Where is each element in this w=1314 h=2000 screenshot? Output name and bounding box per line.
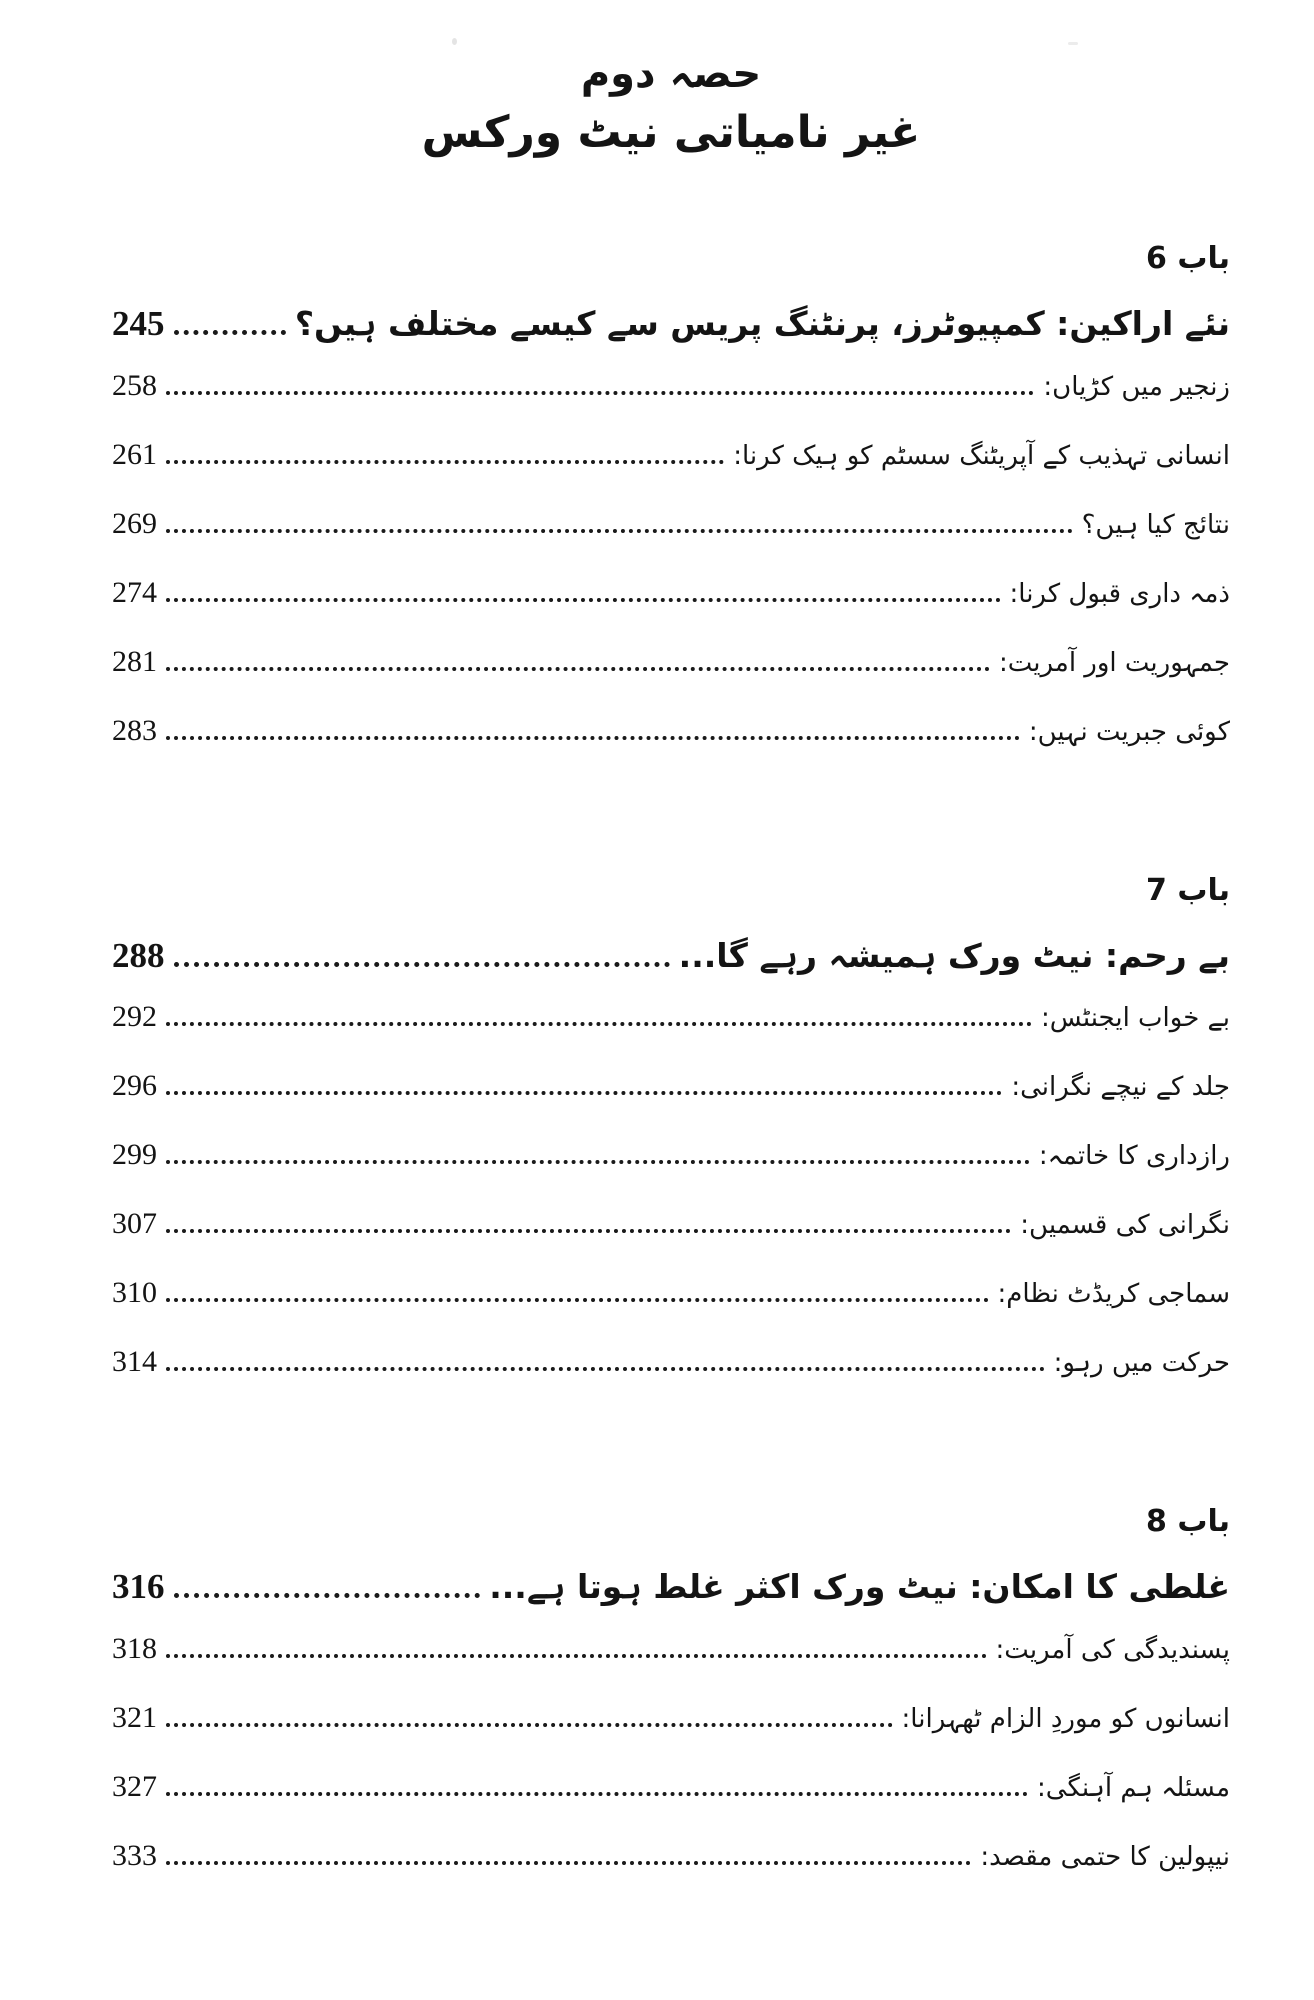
chapter-title: غلطی کا امکان: نیٹ ورک اکثر غلط ہوتا ہے... bbox=[489, 1567, 1230, 1607]
toc-entry-row bbox=[112, 1764, 1230, 1809]
chapter-section bbox=[112, 1502, 1230, 1878]
chapter-label: باب 8 bbox=[1146, 1504, 1230, 1540]
entry-page-number: 296 bbox=[112, 1069, 157, 1103]
entry-page-number: 299 bbox=[112, 1138, 157, 1172]
chapter-entries bbox=[112, 1626, 1230, 1878]
chapter-label: باب 6 bbox=[1146, 241, 1230, 277]
dot-leader bbox=[166, 598, 1001, 602]
scan-speck bbox=[452, 38, 457, 45]
entry-title: رازداری کا خاتمہ: bbox=[1038, 1141, 1230, 1172]
entry-title: سماجی کریڈٹ نظام: bbox=[997, 1279, 1230, 1310]
chapter-label: باب 7 bbox=[1146, 872, 1230, 908]
part-header bbox=[112, 48, 1230, 161]
chapter-title: نئے اراکین: کمپیوٹرز، پرنٹنگ پریس سے کیسے مختلف ہیں؟ bbox=[294, 304, 1230, 344]
entry-page-number: 261 bbox=[112, 437, 157, 471]
toc-entry-row bbox=[112, 1270, 1230, 1315]
entry-page-number: 318 bbox=[112, 1631, 157, 1665]
entry-page-number: 274 bbox=[112, 575, 157, 609]
toc-entry-row bbox=[112, 432, 1230, 477]
entry-title: نیپولین کا حتمی مقصد: bbox=[980, 1841, 1230, 1872]
entry-title: جمہوریت اور آمریت: bbox=[999, 647, 1230, 678]
dot-leader bbox=[166, 1654, 987, 1658]
dot-leader bbox=[166, 1367, 1045, 1371]
toc-chapters bbox=[112, 239, 1230, 1878]
entry-page-number: 283 bbox=[112, 713, 157, 747]
entry-page-number: 310 bbox=[112, 1276, 157, 1310]
chapter-section bbox=[112, 871, 1230, 1385]
entry-title: پسندیدگی کی آمریت: bbox=[995, 1634, 1230, 1665]
dot-leader bbox=[166, 667, 990, 671]
chapter-section bbox=[112, 239, 1230, 753]
dot-leader bbox=[166, 391, 1034, 395]
entry-page-number: 258 bbox=[112, 368, 157, 402]
toc-entry-row bbox=[112, 1132, 1230, 1177]
entry-title: جلد کے نیچے نگرانی: bbox=[1011, 1072, 1230, 1103]
toc-entry-row bbox=[112, 1201, 1230, 1246]
entry-title: بے خواب ایجنٹس: bbox=[1040, 1003, 1230, 1034]
chapter-title-row bbox=[112, 930, 1230, 983]
entry-title: انسانوں کو موردِ الزام ٹھہرانا: bbox=[901, 1703, 1230, 1734]
entry-page-number: 321 bbox=[112, 1700, 157, 1734]
entry-page-number: 307 bbox=[112, 1207, 157, 1241]
chapter-page-number: 245 bbox=[112, 304, 165, 344]
chapter-entries bbox=[112, 994, 1230, 1384]
chapter-entries bbox=[112, 363, 1230, 753]
chapter-title-row bbox=[112, 298, 1230, 351]
dot-leader bbox=[174, 330, 286, 335]
chapter-title-row bbox=[112, 1561, 1230, 1614]
entry-title: نتائج کیا ہیں؟ bbox=[1081, 509, 1230, 540]
toc-entry-row bbox=[112, 708, 1230, 753]
entry-page-number: 281 bbox=[112, 644, 157, 678]
toc-entry-row bbox=[112, 994, 1230, 1039]
dot-leader bbox=[166, 736, 1020, 740]
dot-leader bbox=[166, 1160, 1030, 1164]
entry-page-number: 292 bbox=[112, 1000, 157, 1034]
chapter-page-number: 288 bbox=[112, 935, 165, 975]
entry-title: ذمہ داری قبول کرنا: bbox=[1009, 578, 1230, 609]
entry-title: مسئلہ ہم آہنگی: bbox=[1037, 1772, 1230, 1803]
entry-page-number: 333 bbox=[112, 1838, 157, 1872]
dot-leader bbox=[166, 1861, 971, 1865]
entry-title: کوئی جبریت نہیں: bbox=[1028, 716, 1230, 747]
dot-leader bbox=[166, 1091, 1002, 1095]
dot-leader bbox=[166, 1229, 1011, 1233]
entry-title: نگرانی کی قسمیں: bbox=[1020, 1210, 1230, 1241]
entry-page-number: 327 bbox=[112, 1769, 157, 1803]
entry-title: حرکت میں رہو: bbox=[1053, 1348, 1230, 1379]
chapter-page-number: 316 bbox=[112, 1567, 165, 1607]
dot-leader bbox=[166, 1723, 893, 1727]
toc-entry-row bbox=[112, 639, 1230, 684]
toc-entry-row bbox=[112, 501, 1230, 546]
toc-entry-row bbox=[112, 1339, 1230, 1384]
dot-leader bbox=[166, 460, 724, 464]
dot-leader bbox=[166, 529, 1073, 533]
chapter-title: بے رحم: نیٹ ورک ہمیشہ رہے گا... bbox=[678, 935, 1230, 975]
dot-leader bbox=[166, 1792, 1028, 1796]
entry-title: زنجیر میں کڑیاں: bbox=[1043, 371, 1230, 402]
toc-entry-row bbox=[112, 363, 1230, 408]
dot-leader bbox=[166, 1298, 989, 1302]
toc-entry-row bbox=[112, 1833, 1230, 1878]
scan-speck bbox=[1068, 42, 1078, 45]
entry-page-number: 314 bbox=[112, 1345, 157, 1379]
toc-entry-row bbox=[112, 570, 1230, 615]
toc-entry-row bbox=[112, 1695, 1230, 1740]
toc-entry-row bbox=[112, 1626, 1230, 1671]
dot-leader bbox=[174, 1593, 481, 1598]
part-title: حصہ دوم bbox=[580, 51, 762, 97]
entry-page-number: 269 bbox=[112, 506, 157, 540]
toc-entry-row bbox=[112, 1063, 1230, 1108]
dot-leader bbox=[174, 962, 670, 967]
entry-title: انسانی تہذیب کے آپریٹنگ سسٹم کو ہیک کرنا: bbox=[733, 440, 1230, 471]
part-subtitle: غیر نامیاتی نیٹ ورکس bbox=[421, 107, 921, 158]
dot-leader bbox=[166, 1022, 1032, 1026]
